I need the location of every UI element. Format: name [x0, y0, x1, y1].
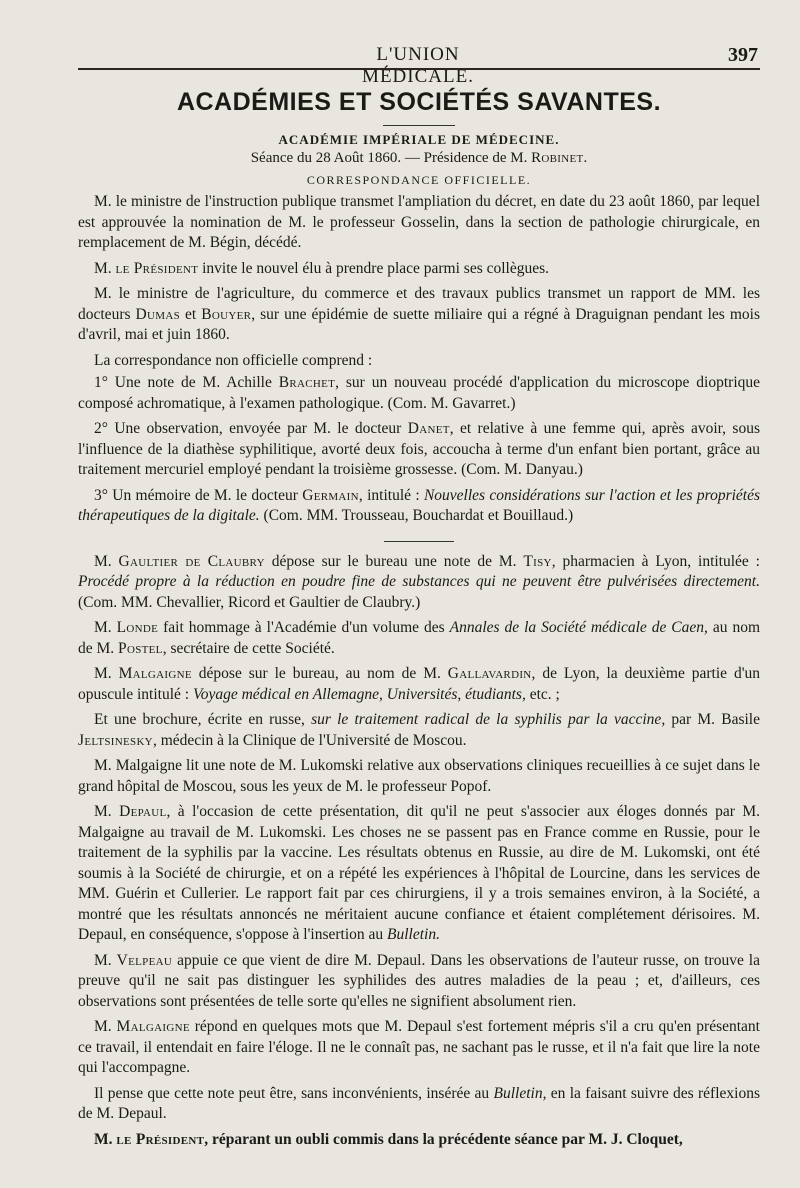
text-segment: , pharmacien à Lyon, intitulée : — [551, 552, 760, 570]
session-line — [78, 150, 760, 167]
text-segment: M. Malgaigne lit une note de M. Lukomski relative aux observations cliniques recueillies à ce sujet dans le grand hôpital de Moscou, sous les yeux de M. le professeur Popof. — [78, 757, 760, 795]
text-segment: Brachet — [278, 374, 336, 391]
paragraph — [78, 192, 760, 254]
text-segment: , sur un nouveau procédé d'application du microscope dioptrique composé achromatique, à l'examen pathologique. (Com. M. Gavarret.) — [78, 374, 760, 412]
paragraph — [78, 373, 760, 414]
text-segment: Postel — [118, 639, 163, 657]
paragraph — [78, 552, 760, 614]
text-segment: Nouvelles considérations sur l'action et les propriétés thérapeutiques de la digitale. — [78, 486, 761, 524]
text-segment: (Com. MM. Chevallier, Ricord et Gaultier de Claubry.) — [78, 593, 421, 611]
text-segment: La correspondance non officielle comprend : — [94, 351, 373, 369]
text-segment: Jeltsinesky — [78, 731, 153, 749]
text-segment: le Président — [115, 259, 199, 277]
paragraph — [78, 664, 760, 705]
journal-title: L'UNION MÉDICALE. — [362, 44, 474, 87]
session-suffix: . — [583, 150, 588, 166]
paragraph — [78, 351, 760, 372]
text-segment: Procédé propre à la réduction en poudre fine de substances qui ne peuvent être pulvérisées directement. — [78, 573, 760, 590]
text-segment: Annales de la Société médicale de Caen, — [449, 619, 708, 636]
text-segment: M. — [94, 259, 116, 277]
closing-line — [78, 1130, 760, 1151]
text-segment: , de Lyon, la deuxième partie d'un opuscule intitulé : — [78, 665, 760, 703]
text-segment: Bouyer — [201, 305, 252, 323]
text-segment: etc. ; — [525, 685, 560, 703]
text-segment: le Président — [116, 1130, 205, 1148]
page-number: 397 — [728, 44, 758, 66]
text-segment: , sur une épidémie de suette miliaire qui a régné à Draguignan pendant les mois d'avril, mai et juin 1860. — [78, 305, 760, 343]
text-segment: 2° Une observation, envoyée par M. le docteur — [94, 420, 408, 437]
text-segment: appuie ce que vient de dire M. Depaul. Dans les observations de l'auteur russe, on trouve la preuve qu'il ne sait pas distinguer les syphilides des autres maladies de la peau ; et, d'ailleurs, ces observations sont présentées de telle sorte qu'elles ne signifient absolument rien. — [78, 951, 760, 1010]
text-segment: , médecin à la Clinique de l'Université de Moscou. — [152, 731, 467, 749]
text-segment: (Com. MM. Trousseau, Bouchardat et Bouillaud.) — [259, 507, 574, 524]
text-segment: 3° Un mémoire de M. le docteur — [94, 486, 303, 504]
text-segment: , et relative à une femme qui, après avoir, sous l'influence de la diathèse syphilitique, avorté deux fois, accoucha à terme d'un enfant bien portant, grâce au traitement mercuriel employé pendant la troisième grossesse. (Com. M. Danyau.) — [78, 420, 760, 478]
text-segment: Londe — [116, 619, 159, 636]
text-segment: sur le traitement radical de la syphilis par la vaccine, — [311, 711, 666, 728]
paragraph — [78, 419, 760, 481]
paragraph — [78, 951, 760, 1013]
text-segment: M. — [94, 951, 117, 969]
text-segment: M. — [94, 1130, 117, 1148]
text-segment: M. — [94, 1018, 117, 1035]
section-divider — [384, 541, 454, 542]
official-correspondence — [78, 192, 760, 527]
session-president: Robinet — [531, 150, 584, 166]
text-segment: dépose sur le bureau une note de M. — [264, 552, 524, 570]
text-segment: M. — [94, 803, 120, 820]
text-segment: , réparant un oubli commis dans la précédente séance par M. J. Cloquet, — [204, 1130, 683, 1148]
text-segment: M. — [94, 552, 119, 570]
text-segment: dépose sur le bureau, au nom de M. — [191, 665, 448, 682]
paragraph — [78, 1084, 760, 1125]
session-proceedings — [78, 552, 760, 1125]
running-head — [78, 0, 760, 87]
text-segment: Dumas — [135, 305, 181, 323]
text-segment: au nom de M. — [78, 619, 761, 657]
text-segment: Tisy — [523, 552, 552, 570]
text-segment: Gallavardin — [447, 665, 532, 682]
section-title: ACADÉMIES ET SOCIÉTÉS SAVANTES. — [176, 88, 662, 116]
text-segment: , secrétaire de cette Société. — [162, 639, 335, 657]
paragraph — [78, 618, 760, 659]
text-segment: Gaultier de Claubry — [118, 552, 265, 570]
paragraph — [78, 284, 760, 346]
text-segment: et — [180, 305, 202, 323]
text-segment: en la faisant suivre des réflexions de M. Depaul. — [78, 1084, 760, 1122]
text-segment: Et une brochure, écrite en russe, — [94, 711, 312, 728]
text-segment: Depaul — [119, 803, 167, 820]
text-segment: Velpeau — [116, 951, 173, 969]
text-segment: Danet — [407, 420, 450, 437]
text-segment: invite le nouvel élu à prendre place parmi ses collègues. — [198, 259, 550, 277]
text-segment: Bulletin, — [493, 1084, 547, 1102]
paragraph — [78, 710, 760, 751]
title-divider — [383, 125, 455, 126]
text-segment: M. — [94, 665, 119, 682]
session-prefix: Séance du 28 Août 1860. — Présidence de M. — [250, 150, 532, 166]
text-segment: Malgaigne — [118, 665, 192, 682]
text-segment: M. le ministre de l'agriculture, du commerce et des travaux publics transmet un rapport de MM. les docteurs — [78, 285, 760, 323]
text-segment: Germain — [302, 486, 359, 504]
text-segment: , intitulé : — [358, 486, 424, 504]
text-segment: 1° Une note de M. Achille — [94, 374, 279, 391]
text-segment: M. le ministre de l'instruction publique transmet l'ampliation du décret, en date du 23 août 1860, par lequel est approuvée la nomination de M. le professeur Gosselin, dans la section de pathologie chirurgicale, en remplacement de M. Bégin, décédé. — [78, 193, 760, 251]
paragraph — [78, 486, 760, 527]
text-segment: Voyage médical en Allemagne, Universités, étudiants, — [192, 685, 526, 703]
paragraph — [78, 756, 760, 797]
text-segment: répond en quelques mots que M. Depaul s'est fortement mépris s'il a cru qu'en présentant ce travail, il entendait en faire l'éloge. Il ne le connaît pas, ne sachant pas le russe, et il n'a fait que lire la note qui l'accompagne. — [78, 1018, 760, 1076]
text-segment: Malgaigne — [116, 1018, 190, 1035]
paragraph — [78, 1017, 760, 1079]
text-segment: Il pense que cette note peut être, sans inconvénients, insérée au — [94, 1084, 494, 1102]
header-rule — [78, 68, 760, 70]
text-segment: fait hommage à l'Académie d'un volume des — [158, 619, 450, 636]
correspondence-heading: CORRESPONDANCE OFFICIELLE. — [306, 173, 532, 187]
academy-heading: ACADÉMIE IMPÉRIALE DE MÉDECINE. — [278, 132, 560, 147]
text-segment: , à l'occasion de cette présentation, dit qu'il ne peut s'associer aux éloges donnés par M. Malgaigne au travail de M. Lukomski. Les choses ne se passent pas en France comme en Russie, pour le traitement de la syphilis par la vaccine. Les résultats obtenus en Russie, au dire de M. Lukomski, ont été soumis à la Société de chirurgie, et on a répété les expériences à l'hôpital de Lourcine, dans les services de MM. Guérin et Cullerier. Le rapport fait par ces chirurgiens, il y a trois semaines environ, à la Société, a montré que les résultats annoncés ne méritaient aucune confiance et étaient complétement dérisoires. M. Depaul, en conséquence, s'oppose à l'insertion au — [78, 803, 760, 943]
paragraph — [78, 802, 760, 946]
paragraph — [78, 259, 760, 280]
text-segment: par M. Basile — [665, 711, 760, 728]
text-segment: Bulletin. — [387, 926, 440, 943]
text-segment: M. — [94, 619, 117, 636]
